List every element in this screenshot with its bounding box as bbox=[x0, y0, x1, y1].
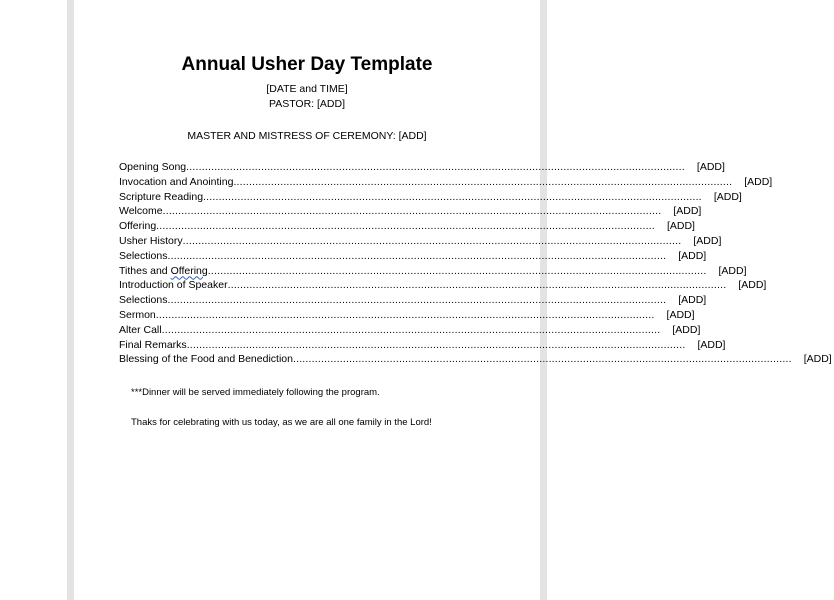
program-item-label: Introduction of Speaker bbox=[119, 279, 228, 292]
program-item-value: [ADD] bbox=[744, 175, 773, 188]
dot-leader: ................................................................................................................................................................ bbox=[155, 308, 655, 321]
program-row bbox=[119, 234, 722, 249]
dot-leader: ................................................................................................................................................................ bbox=[167, 249, 667, 262]
program-item-value: [ADD] bbox=[738, 279, 767, 292]
program-row bbox=[119, 160, 725, 175]
dot-leader: ................................................................................................................................................................ bbox=[203, 190, 702, 203]
dot-leader: ................................................................................................................................................................ bbox=[161, 323, 661, 336]
program-item-value: [ADD] bbox=[697, 338, 726, 351]
dot-leader: ................................................................................................................................................................ bbox=[186, 161, 685, 173]
program-item-label: Invocation and Anointing bbox=[119, 175, 234, 188]
program-item-label: Final Remarks bbox=[119, 338, 187, 351]
program-item-label: Offering bbox=[119, 220, 157, 233]
program-item-value: [ADD] bbox=[696, 161, 725, 173]
program-row bbox=[119, 249, 707, 264]
program-item-value: [ADD] bbox=[666, 308, 695, 321]
program-item-value: [ADD] bbox=[673, 205, 702, 218]
program-item-value: [ADD] bbox=[803, 353, 832, 366]
program-row bbox=[119, 278, 767, 293]
program-row bbox=[119, 190, 742, 205]
program-item-value: [ADD] bbox=[713, 190, 742, 203]
program-item-value: [ADD] bbox=[693, 234, 722, 247]
dot-leader: ................................................................................................................................................................ bbox=[167, 294, 667, 307]
program-item-label: Tithes and bbox=[119, 264, 171, 277]
program-item-label: Usher History bbox=[119, 234, 183, 247]
dot-leader: ................................................................................................................................................................ bbox=[182, 234, 682, 247]
program-item-label: Selections bbox=[119, 249, 168, 262]
program-item-value: [ADD] bbox=[678, 294, 707, 307]
program-row bbox=[119, 308, 695, 323]
program-item-label: Scripture Reading bbox=[119, 190, 204, 203]
program-item-value: [ADD] bbox=[678, 249, 707, 262]
program-row bbox=[119, 338, 726, 353]
thanks-note: Thaks for celebrating with us today, as we are all one family in the Lord! bbox=[131, 417, 432, 428]
program-item-label: Alter Call bbox=[119, 323, 162, 336]
pastor-line: PASTOR: [ADD] bbox=[268, 98, 346, 110]
page-gutter-left bbox=[67, 0, 74, 600]
program-row bbox=[119, 219, 695, 234]
dot-leader: ................................................................................................................................................................ bbox=[292, 353, 792, 366]
dot-leader: ................................................................................................................................................................ bbox=[233, 175, 733, 188]
program-row bbox=[119, 264, 747, 279]
dot-leader: ................................................................................................................................................................ bbox=[227, 279, 727, 292]
program-item-label: Sermon bbox=[119, 308, 156, 321]
dot-leader: ................................................................................................................................................................ bbox=[186, 338, 686, 351]
program-item-value: [ADD] bbox=[672, 323, 701, 336]
dot-leader: ................................................................................................................................................................ bbox=[156, 220, 655, 233]
date-time-line: [DATE and TIME] bbox=[266, 83, 348, 95]
program-row bbox=[119, 175, 773, 190]
program-row bbox=[119, 293, 707, 308]
dot-leader: ................................................................................................................................................................ bbox=[207, 264, 707, 277]
program-item-label: Welcome bbox=[119, 205, 163, 218]
document-page[interactable] bbox=[74, 0, 832, 600]
dinner-note: ***Dinner will be served immediately following the program. bbox=[131, 387, 380, 398]
dot-leader: ................................................................................................................................................................ bbox=[162, 205, 662, 218]
program-item-value: [ADD] bbox=[666, 220, 695, 233]
program-item-label: Selections bbox=[119, 294, 168, 307]
ceremony-line: MASTER AND MISTRESS OF CEREMONY: [ADD] bbox=[187, 130, 427, 142]
document-title: Annual Usher Day Template bbox=[181, 54, 433, 75]
spellcheck-marked-word[interactable]: Offering bbox=[170, 264, 208, 277]
program-list bbox=[119, 160, 832, 367]
program-row bbox=[119, 352, 832, 367]
program-row bbox=[119, 204, 702, 219]
program-item-value: [ADD] bbox=[718, 264, 747, 277]
program-item-label: Opening Song bbox=[119, 161, 187, 173]
program-row bbox=[119, 323, 701, 338]
program-item-label: Blessing of the Food and Benediction bbox=[119, 353, 293, 366]
